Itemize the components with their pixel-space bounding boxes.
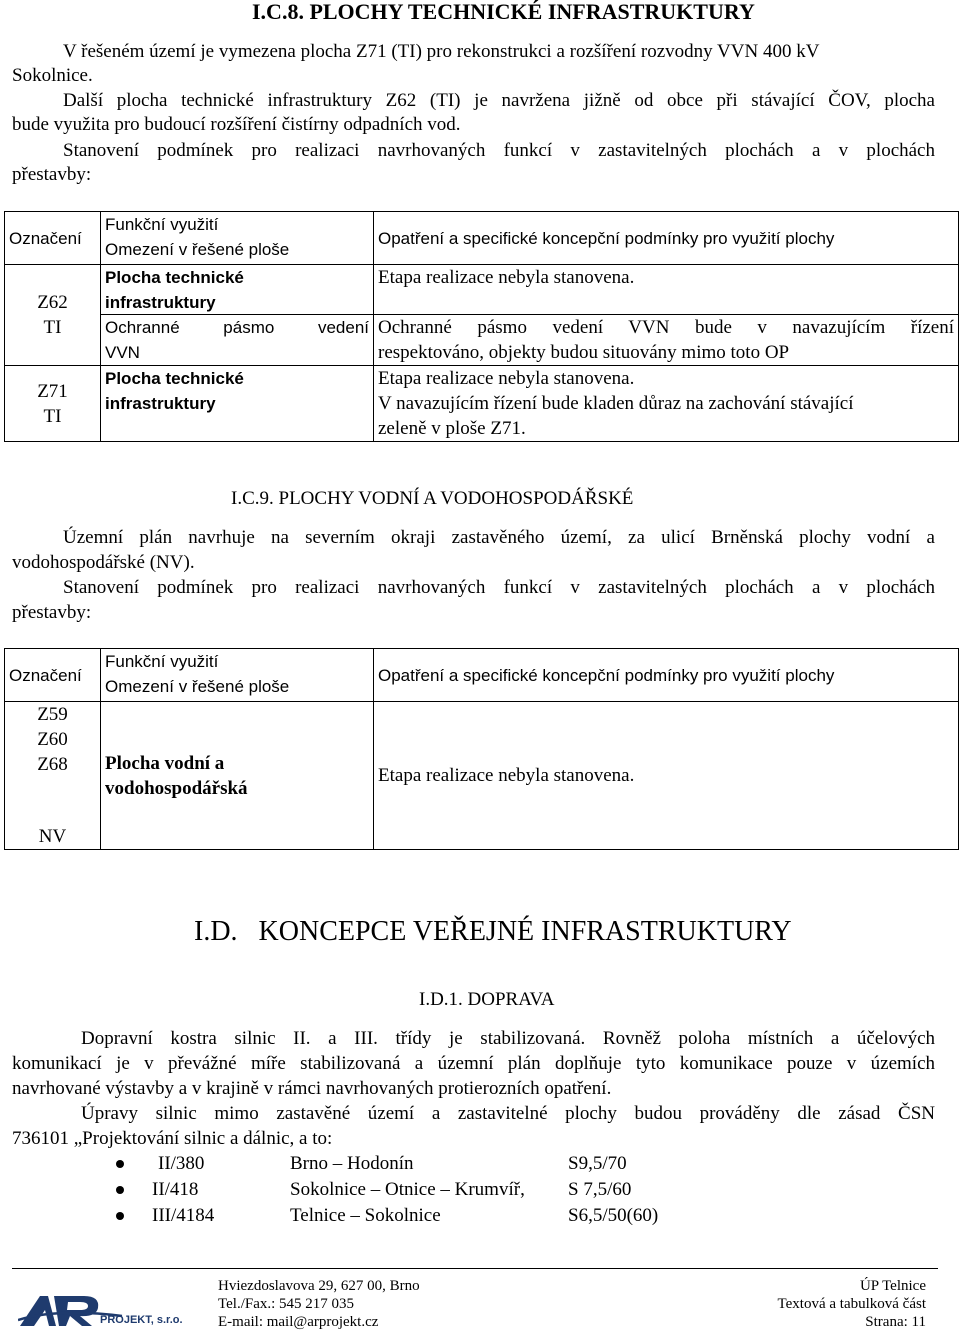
c9-header-opatreni: Opatření a specifické koncepční podmínky pro využití plochy [374,649,959,702]
table-row [5,366,959,442]
c8-paragraph-2-line1: Další plocha technické infrastruktury Z62 (TI) je navržena jižně od obce při stávající ČOV, plocha [63,90,935,111]
c8-table-header [5,212,959,265]
c8-conditions-table [4,211,959,442]
c9-table-header [5,649,959,702]
list-item: II/380 Brno – Hodonín S9,5/70 [116,1151,716,1177]
c8-row2-opatreni: Etapa realizace nebyla stanovena. V navazujícím řízení bude kladen důraz na zachování stávající zeleně v ploše Z71. [374,366,959,442]
bullet-icon [116,1160,124,1168]
c8-header-oznaceni: Označení [5,212,101,265]
section-c9-title: I.C.9. PLOCHY VODNÍ A VODOHOSPODÁŘSKÉ [231,488,634,509]
arprojekt-logo [18,1290,214,1336]
c9-paragraph-1-line2: vodohospodářské (NV). [12,552,195,573]
footer-page [865,1313,926,1331]
c8-paragraph-1-line1: V řešeném území je vymezena plocha Z71 (TI) pro rekonstrukci a rozšíření rozvodny VVN 400 kV [63,41,820,62]
list-item: III/4184 Telnice – Sokolnice S6,5/50(60) [116,1203,716,1229]
section-d-title: I.D. KONCEPCE VEŘEJNÉ INFRASTRUKTURY [194,916,792,947]
section-c8-title: I.C.8. PLOCHY TECHNICKÉ INFRASTRUKTURY [252,0,755,24]
c9-paragraph-2-line1: Stanovení podmínek pro realizaci navrhovaných funkcí v zastavitelných plochách a v plochách [63,577,935,598]
d1-paragraph-1-line1: Dopravní kostra silnic II. a III. třídy je stabilizovaná. Rovněž poloha místních a účelových [81,1028,935,1049]
c8-paragraph-3-line2: přestavby: [12,164,92,185]
c8-row1-opatreni: Etapa realizace nebyla stanovena. Ochranné pásmo vedení VVN bude v navazujícím řízení respektováno, objekty budou situovány mimo toto OP [374,265,959,366]
d1-paragraph-2-line2: 736101 „Projektování silnic a dálnic, a to: [12,1128,333,1149]
c8-paragraph-1-line2: Sokolnice. [12,65,93,86]
logo-text: PROJEKT, s.r.o. [100,1314,183,1326]
footer-address: Hviezdoslavova 29, 627 00, Brno [218,1278,420,1294]
roads-list [116,1151,716,1229]
list-item: II/418 Sokolnice – Otnice – Krumvíř, S 7,5/60 [116,1177,716,1203]
c8-header-funkce: Funkční využití Omezení v řešené ploše [101,212,374,265]
d1-paragraph-1-line2: komunikací je v převážné míře stabilizovaná a územní plán doplňuje tyto komunikace pouze v územích [12,1053,935,1074]
c9-row-funkce: Plocha vodní a vodohospodářská [101,702,374,850]
c8-row1-funkce: Plocha technické infrastruktury Ochranné pásmo vedení VVN [101,265,374,366]
c8-row2-code: Z71 TI [5,366,101,442]
footer-tel: Tel./Fax.: 545 217 035 [218,1296,355,1312]
bullet-icon [116,1186,124,1194]
c9-conditions-table [4,648,959,850]
c9-paragraph-1-line1: Územní plán navrhuje na severním okraji zastavěného území, za ulicí Brněnská plochy vodní a [63,527,935,548]
footer-project: ÚP Telnice [859,1278,926,1294]
c9-header-oznaceni: Označení [5,649,101,702]
c8-paragraph-2-line2: bude využita pro budoucí rozšíření čistírny odpadních vod. [12,114,461,135]
d1-paragraph-1-line3: navrhované výstavby a v krajině v rámci navrhovaných protierozních opatření. [12,1078,612,1099]
c9-paragraph-2-line2: přestavby: [12,602,92,623]
c9-header-funkce: Funkční využití Omezení v řešené ploše [101,649,374,702]
footer-part: Textová a tabulková část [777,1296,926,1312]
footer-divider [12,1268,938,1269]
page-label: Strana: [865,1314,908,1330]
section-d1-title: I.D.1. DOPRAVA [419,989,555,1010]
footer-email: E-mail: mail@arprojekt.cz [218,1314,379,1330]
c8-header-opatreni: Opatření a specifické koncepční podmínky pro využití plochy [374,212,959,265]
d1-paragraph-2-line1: Úpravy silnic mimo zastavěné území a zastavitelné plochy budou prováděny dle zásad ČSN [81,1103,935,1124]
c9-row-code: Z59 Z60 Z68 NV [5,702,101,850]
c9-row-opatreni: Etapa realizace nebyla stanovena. [374,702,959,850]
c8-row1-code: Z62 TI [5,265,101,366]
table-row [5,702,959,850]
c8-paragraph-3-line1: Stanovení podmínek pro realizaci navrhovaných funkcí v zastavitelných plochách a v plochách [63,140,935,161]
page-number: 11 [911,1314,926,1330]
table-row [5,265,959,366]
bullet-icon [116,1212,124,1220]
c8-row2-funkce: Plocha technické infrastruktury [101,366,374,442]
